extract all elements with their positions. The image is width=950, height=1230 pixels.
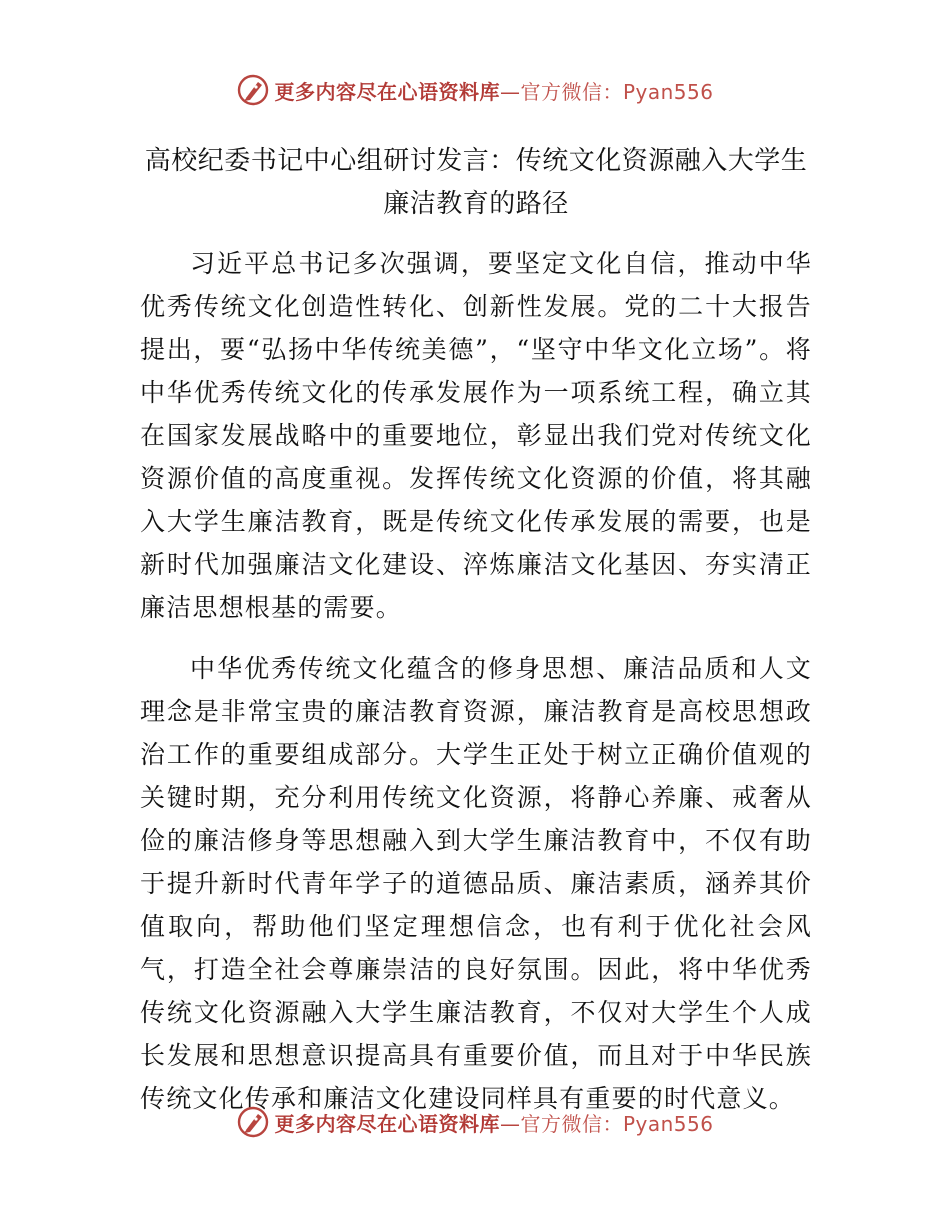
- header-banner: [0, 68, 950, 112]
- banner-site-text: 更多内容尽在心语资料库: [274, 79, 500, 104]
- banner-wechat-text: 官方微信：Pyan556: [520, 79, 714, 104]
- pen-nib-seal-icon: [236, 73, 270, 107]
- banner-dash: —: [499, 79, 521, 104]
- banner-label: [274, 1108, 713, 1137]
- pen-nib-seal-icon: [236, 1105, 270, 1139]
- footer-banner: [0, 1100, 950, 1144]
- banner-site-text: 更多内容尽在心语资料库: [274, 1111, 500, 1136]
- banner-dash: —: [499, 1111, 521, 1136]
- document-title: 高校纪委书记中心组研讨发言：传统文化资源融入大学生廉洁教育的路径: [144, 146, 808, 219]
- banner-label: [274, 76, 713, 105]
- paragraph-2: 中华优秀传统文化蕴含的修身思想、廉洁品质和人文理念是非常宝贵的廉洁教育资源，廉洁教育是高校思想政治工作的重要组成部分。大学生正处于树立正确价值观的关键时期，充分利用传统文化资源，将静心养廉、戒奢从俭的廉洁修身等思想融入到大学生廉洁教育中，不仅有助于提升新时代青年学子的道德品质、廉洁素质，涵养其价值取向，帮助他们坚定理想信念，也有利于优化社会风气，打造全社会尊廉崇洁的良好氛围。因此，将中华优秀传统文化资源融入大学生廉洁教育，不仅对大学生个人成长发展和思想意识提高具有重要价值，而且对于中华民族传统文化传承和廉洁文化建设同样具有重要的时代意义。: [140, 654, 812, 1113]
- document-body: [140, 140, 812, 1120]
- banner-wechat-text: 官方微信：Pyan556: [520, 1111, 714, 1136]
- paragraph-1: 习近平总书记多次强调，要坚定文化自信，推动中华优秀传统文化创造性转化、创新性发展。党的二十大报告提出，要“弘扬中华传统美德”，“坚守中华文化立场”。将中华优秀传统文化的传承发展作为一项系统工程，确立其在国家发展战略中的重要地位，彰显出我们党对传统文化资源价值的高度重视。发挥传统文化资源的价值，将其融入大学生廉洁教育，既是传统文化传承发展的需要，也是新时代加强廉洁文化建设、淬炼廉洁文化基因、夯实清正廉洁思想根基的需要。: [140, 249, 812, 622]
